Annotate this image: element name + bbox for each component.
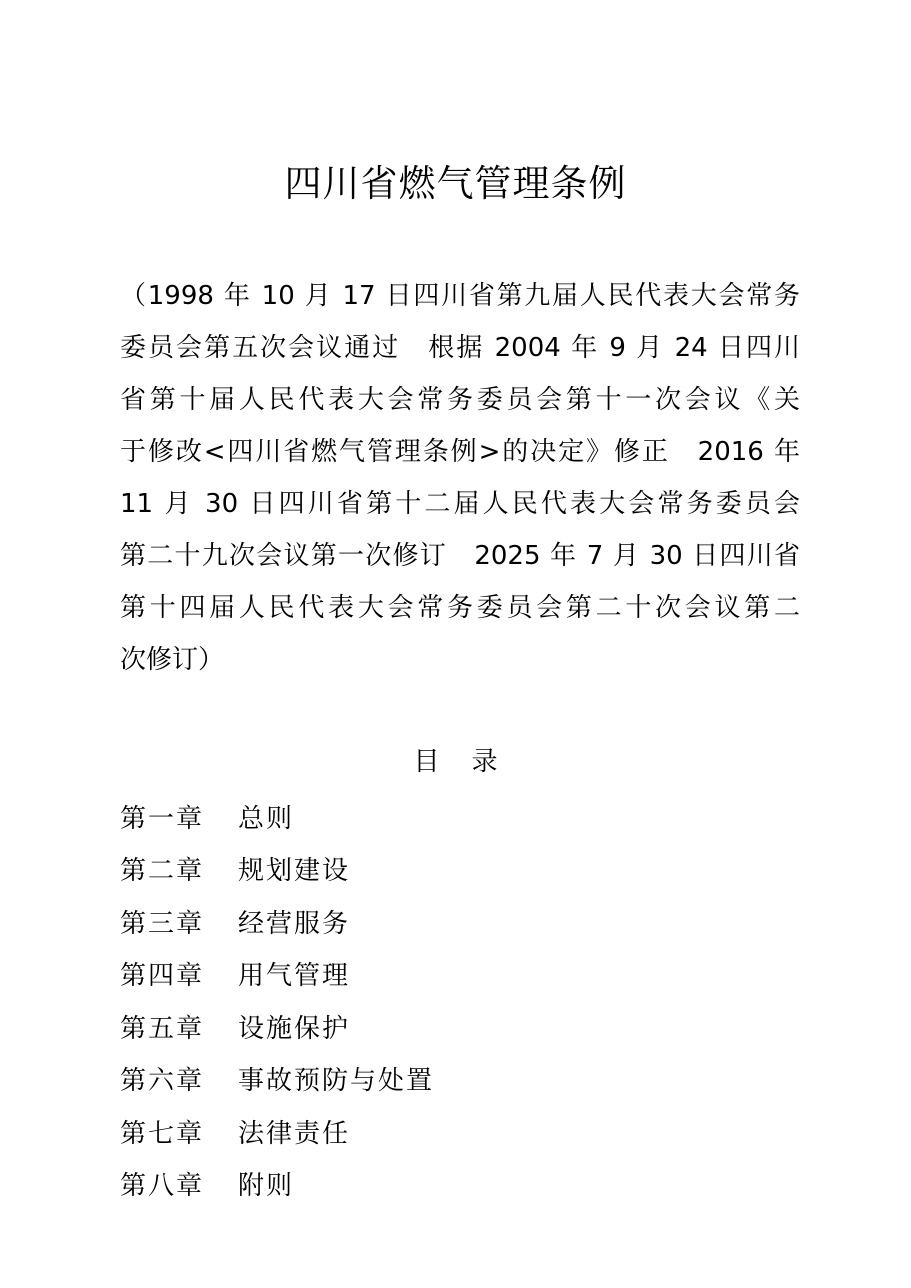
toc-heading: 目录: [413, 747, 530, 777]
toc-chapter-number: 第四章: [120, 961, 205, 992]
history-line: 第十四届人民代表大会常务委员会第二十次会议第二: [120, 593, 800, 623]
toc-item: [120, 843, 800, 896]
toc-chapter-number: 第七章: [120, 1118, 205, 1149]
toc-item: [120, 1158, 800, 1211]
history-line: 次修订）: [120, 645, 225, 675]
history-line: 省第十届人民代表大会常务委员会第十一次会议《关: [120, 385, 800, 415]
toc-item: [120, 1105, 800, 1158]
toc-chapter-number: 第一章: [120, 803, 205, 834]
toc-chapter-name: 事故预防与处置: [238, 1066, 435, 1097]
table-of-contents: [120, 790, 800, 1210]
toc-chapter-number: 第八章: [120, 1171, 205, 1202]
history-line: 11 月 30 日四川省第十二届人民代表大会常务委员会: [120, 489, 800, 519]
toc-chapter-name: 经营服务: [238, 908, 351, 939]
history-line: 第二十九次会议第一次修订 2025 年 7 月 30 日四川省: [120, 541, 800, 571]
toc-item: [120, 1053, 800, 1106]
toc-chapter-name: 规划建设: [238, 856, 351, 887]
document-title: 四川省燃气管理条例: [284, 162, 627, 205]
toc-item: [120, 948, 800, 1001]
history-line: 于修改<四川省燃气管理条例>的决定》修正 2016 年: [120, 437, 800, 467]
toc-item: [120, 895, 800, 948]
history-line: （1998 年 10 月 17 日四川省第九届人民代表大会常务: [120, 281, 800, 311]
toc-chapter-name: 设施保护: [238, 1013, 351, 1044]
toc-chapter-name: 总则: [238, 803, 295, 834]
toc-item: [120, 790, 800, 843]
toc-chapter-number: 第二章: [120, 856, 205, 887]
toc-item: [120, 1000, 800, 1053]
enactment-history: [120, 270, 800, 686]
toc-chapter-name: 附则: [238, 1171, 295, 1202]
toc-chapter-number: 第三章: [120, 908, 205, 939]
toc-chapter-number: 第五章: [120, 1013, 205, 1044]
toc-chapter-name: 用气管理: [238, 961, 351, 992]
toc-chapter-number: 第六章: [120, 1066, 205, 1097]
toc-chapter-name: 法律责任: [238, 1118, 351, 1149]
history-line: 委员会第五次会议通过 根据 2004 年 9 月 24 日四川: [120, 333, 800, 363]
